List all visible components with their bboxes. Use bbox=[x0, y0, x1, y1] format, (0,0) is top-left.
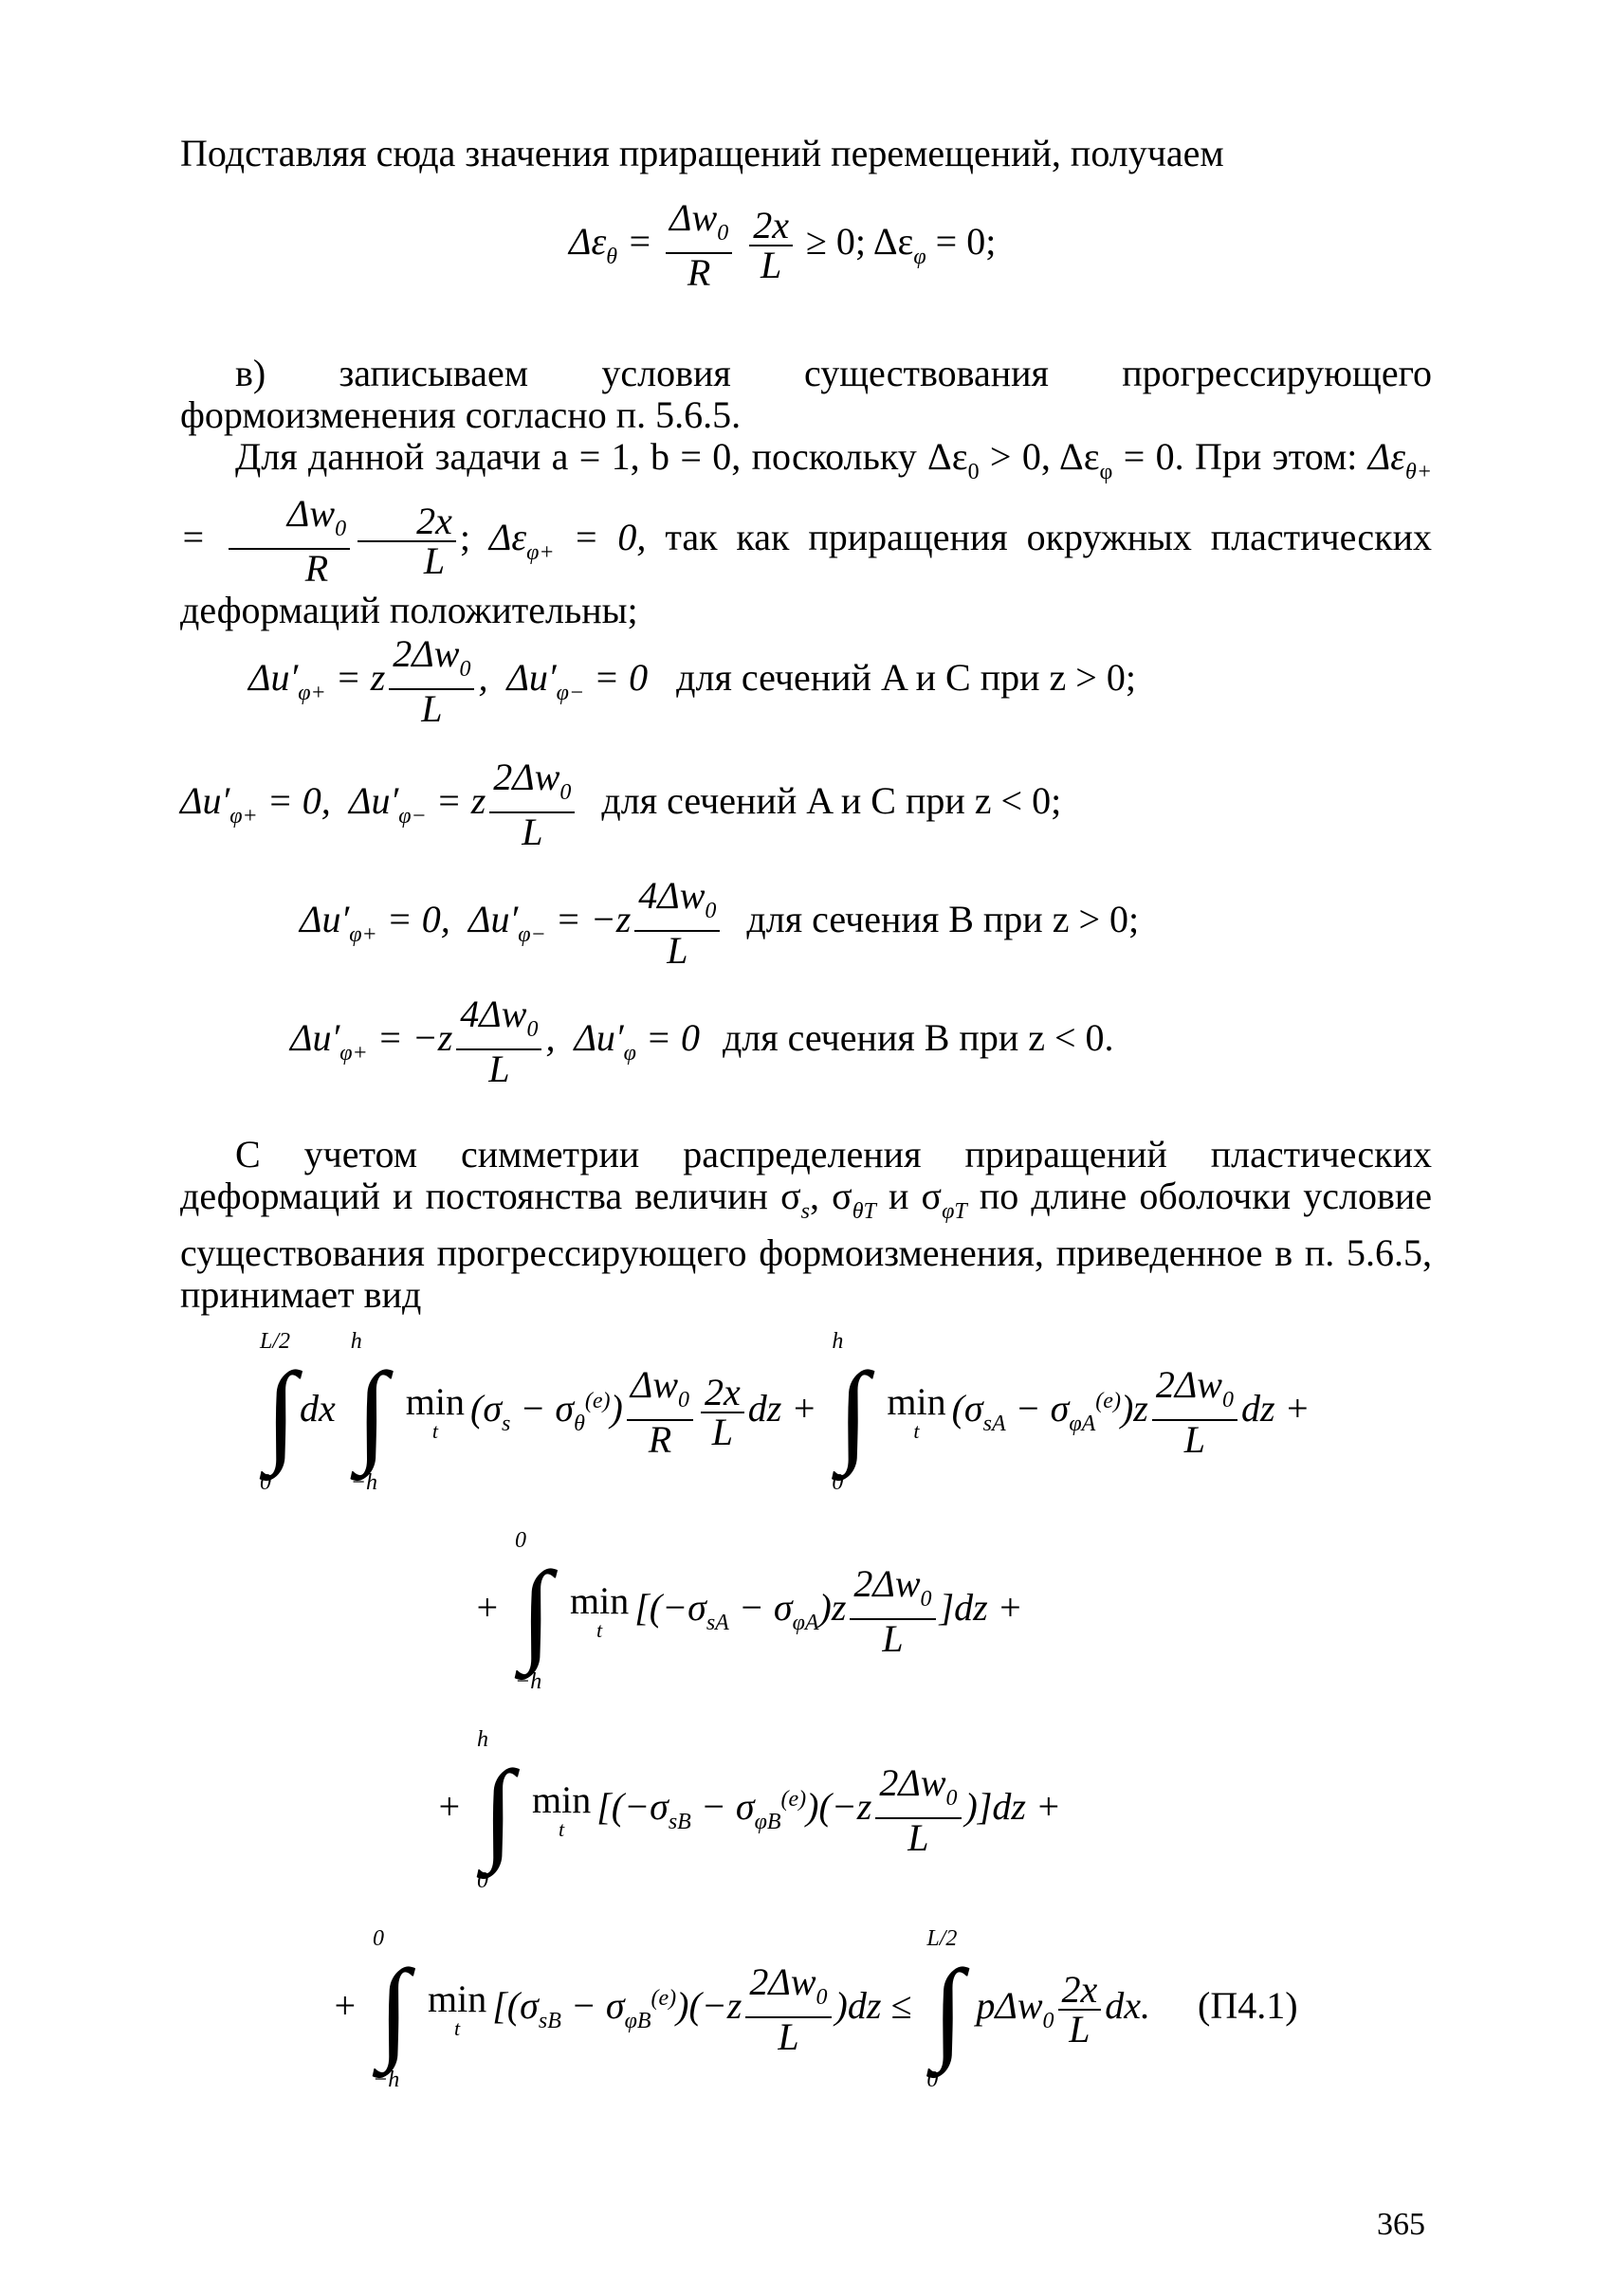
symmetry-text-b: , σ bbox=[809, 1175, 852, 1217]
integral-sign: 0 ∫ −h bbox=[515, 1528, 552, 1694]
inequality-line-1: L/2 ∫ 0 dx h ∫ −h min t $(\sigma_s - \sigma_\theta^{(e)})$ $\frac{\Delta w_0}{R}$ $\frac{2x}{L}$ dz + h ∫ 0 min t $(\sigma_{sA} - \sigma_{\varphi A}^{(e)})z$ $\frac{2\Delta w_0}{L}$ dz + bbox=[260, 1329, 1311, 1495]
page-number: 365 bbox=[1377, 2207, 1425, 2242]
symmetry-text-d: по длине оболочки условие существования прогрессирующего формоизменения, приведенное в п. 5.6.5, принимает вид bbox=[180, 1175, 1433, 1316]
eq1-end: = 0; bbox=[926, 220, 997, 264]
equation-b-negative: $\Delta u'_{\varphi+} = -z$ $\frac{4\Delta w_0}{L}$ , $\Delta u'_\varphi = 0$ для сечения B при z < 0. bbox=[290, 993, 1114, 1090]
paragraph-symmetry: С учетом симметрии распределения приращений пластических деформаций и постоянства величин $\sigma_s$, $\sigma_{\theta T}$ и $\sigma_{\varphi T}$ по длине оболочки условие существования прогрессирующего формоизменения, приведенное в п. 5.6.5, принимает вид bbox=[180, 1133, 1433, 1316]
intro-text: Подставляя сюда значения приращений перемещений, получаем bbox=[180, 132, 1224, 174]
paragraph-conditions bbox=[180, 353, 1432, 436]
integral-sign: h ∫ 0 bbox=[477, 1727, 514, 1893]
fraction-2x-over-l: $\frac{2x}{L}$ bbox=[749, 207, 793, 284]
integral-sign: h ∫ −h bbox=[350, 1329, 388, 1495]
equation-label: (П4.1) bbox=[1198, 1984, 1298, 2028]
task-text-a: Для данной задачи a = 1, b = 0, поскольку Δε bbox=[235, 435, 968, 478]
symmetry-text-c: и σ bbox=[875, 1175, 943, 1217]
condition-b-negative: для сечения B при z < 0. bbox=[722, 1016, 1114, 1060]
fraction-dw0-over-r-2: $\frac{\Delta w_0}{R}$ bbox=[229, 495, 350, 588]
inequality-line-2: + 0 ∫ −h min t [$(-\sigma_{sA} - \sigma_{\varphi A})z$ $\frac{2\Delta w_0}{L}$ ]dz + bbox=[474, 1528, 1023, 1694]
integral-sign: h ∫ 0 bbox=[832, 1329, 870, 1495]
eq1-tail: ≥ 0; Δε bbox=[805, 220, 914, 264]
task-text-c: = 0. При этом: bbox=[1112, 435, 1358, 478]
fraction-dw0-over-r: $\frac{\Delta w_0}{R}$ bbox=[666, 199, 732, 292]
conditions-text: в) записываем условия существования прогрессирующего формоизменения согласно п. 5.6.5. bbox=[180, 352, 1432, 436]
equation-strain-increment: $\Delta\varepsilon_\theta$ = $\frac{\Delta w_0}{R}$ $\frac{2x}{L}$ ≥ 0; $\Delta\varepsilon_\varphi = 0$; bbox=[569, 196, 997, 294]
integral-sign: L/2 ∫ 0 bbox=[260, 1329, 297, 1495]
integral-sign: L/2 ∫ 0 bbox=[926, 1926, 964, 2092]
paragraph-intro bbox=[180, 133, 1432, 174]
integral-sign: 0 ∫ −h bbox=[373, 1926, 410, 2092]
inequality-line-4: + 0 ∫ −h min t [$(\sigma_{sB} - \sigma_{\varphi B}^{(e)})(-z$ $\frac{2\Delta w_0}{L}$ )dz ≤ L/2 ∫ 0 pΔw$_0$ $\frac{2x}{L}$ dx. (П4.1) bbox=[332, 1926, 1298, 2092]
task-text-b: > 0, Δε bbox=[979, 435, 1100, 478]
paragraph-task: Для данной задачи a = 1, b = 0, поскольку $\Delta\varepsilon_0 > 0$, $\Delta\varepsilon_\varphi = 0$. При этом: $\Delta\varepsilon_{\theta+}$ = $\frac{\Delta w_0}{R}$ $\frac{2x}{L}$ ; $\Delta\varepsilon_{\varphi+} = 0$, так как приращения окружных пластических деформаций положительны; bbox=[180, 435, 1433, 631]
fraction-2x-over-l-2: $\frac{2x}{L}$ bbox=[357, 502, 456, 580]
equation-ac-positive: $\Delta u'_{\varphi+} = z$ $\frac{2\Delta w_0}{L}$ , $\Delta u'_{\varphi-} = 0$ для сечений A и C при z > 0; bbox=[248, 632, 1136, 730]
task-text-d: так как приращения окружных пластических деформаций положительны; bbox=[180, 516, 1433, 631]
condition-b-positive: для сечения B при z > 0; bbox=[746, 898, 1140, 941]
symmetry-text-a: С учетом симметрии распределения приращений пластических деформаций и постоянства величин σ bbox=[180, 1133, 1432, 1217]
condition-ac-negative: для сечений A и C при z < 0; bbox=[601, 779, 1062, 823]
equation-ac-negative: $\Delta u'_{\varphi+} = 0$, $\Delta u'_{\varphi-} = z$ $\frac{2\Delta w_0}{L}$ для сечений A и C при z < 0; bbox=[180, 756, 1062, 853]
condition-ac-positive: для сечений A и C при z > 0; bbox=[676, 656, 1136, 700]
inequality-line-3: + h ∫ 0 min t [$(-\sigma_{sB} - \sigma_{\varphi B}^{(e)})(-z$ $\frac{2\Delta w_0}{L}$ )]dz + bbox=[436, 1727, 1061, 1893]
equation-b-positive: $\Delta u'_{\varphi+} = 0$, $\Delta u'_{\varphi-} = -z$ $\frac{4\Delta w_0}{L}$ для сечения B при z > 0; bbox=[300, 874, 1140, 972]
